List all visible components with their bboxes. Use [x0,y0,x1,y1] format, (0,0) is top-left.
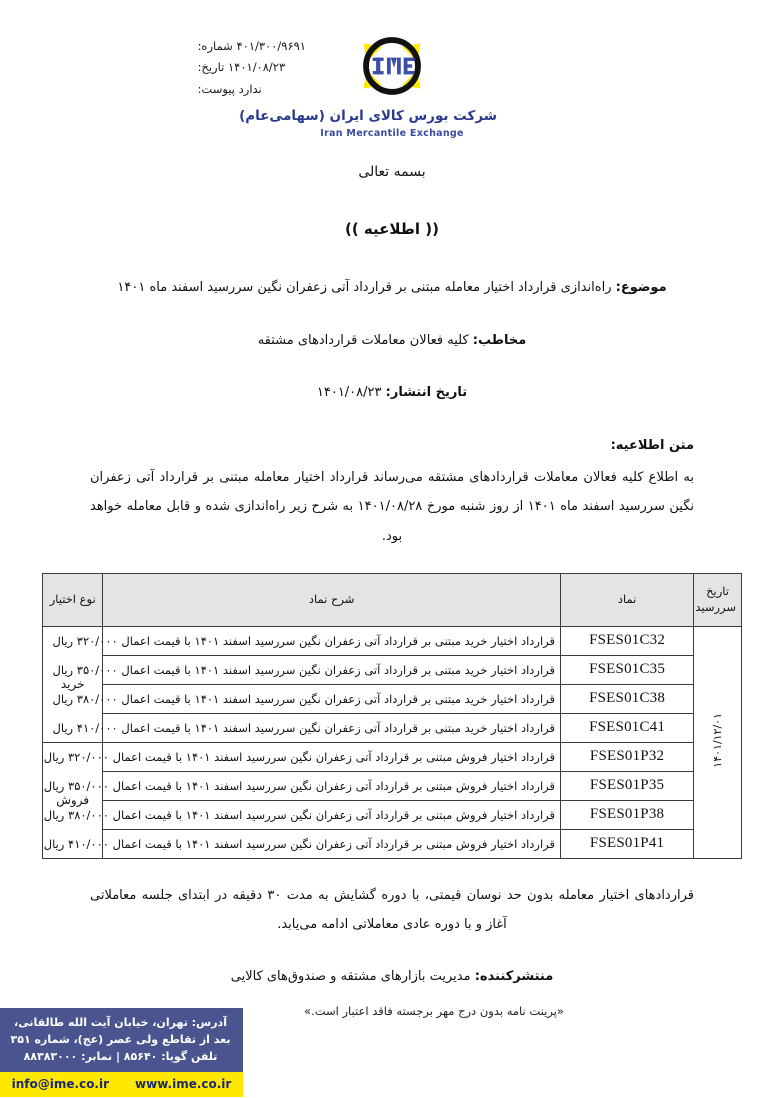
ime-logo-icon [349,30,435,102]
cell-description: قرارداد اختیار فروش مبتنی بر قرارداد آتی زعفران نگین سررسید اسفند ۱۴۰۱ با قیمت اعمال ۳۸۰/۰۰۰ ریال [103,800,561,829]
symbols-table-body [43,626,742,858]
cell-description: قرارداد اختیار خرید مبتنی بر قرارداد آتی زعفران نگین سررسید اسفند ۱۴۰۱ با قیمت اعمال ۳۸۰/۰۰۰ ریال [103,684,561,713]
closing-paragraph: قراردادهای اختیار معامله بدون حد نوسان قیمتی، با دوره گشایش به مدت ۳۰ دقیقه در ابتدای جلسه معاملاتی آغاز و با دوره عادی معاملاتی ادامه می‌یابد. [90,887,695,933]
symbols-table [42,573,742,859]
header-description: شرح نماد [103,573,561,626]
maturity-date-text: ۱۴۰۱/۱۲/۰۱ [711,713,725,769]
publication-date-value: ۱۴۰۱/۰۸/۲۳ [316,385,382,401]
cell-description: قرارداد اختیار فروش مبتنی بر قرارداد آتی زعفران نگین سررسید اسفند ۱۴۰۱ با قیمت اعمال ۳۵۰/۰۰۰ ریال [103,771,561,800]
meta-attachment-label: پیوست: [197,81,235,96]
cell-description: قرارداد اختیار خرید مبتنی بر قرارداد آتی زعفران نگین سررسید اسفند ۱۴۰۱ با قیمت اعمال ۴۱۰/۰۰۰ ریال [103,713,561,742]
cell-symbol: FSES01P35 [561,771,694,800]
table-row [43,800,742,829]
header-maturity-date: تاریخ سررسید [694,573,742,626]
subject-value: راه‌اندازی قرارداد اختیار معامله مبتنی بر قرارداد آتی زعفران نگین سررسید اسفند ماه ۱۴۰۱ [117,280,612,295]
brand-name-en: Iran Mercantile Exchange [320,127,464,139]
notice-body-text: به اطلاع کلیه فعالان معاملات قراردادهای مشتقه می‌رساند قرارداد اختیار معامله مبتنی بر قرارداد آتی زعفران نگین سررسید اسفند ماه ۱۴۰۱ از روز شنبه مورخ ۱۴۰۱/۰۸/۲۸ به شرح زیر راه‌اندازی شده و قابل معامله خواهد بود. [90,470,694,544]
meta-date-value: ۱۴۰۱/۰۸/۲۳ [227,60,286,75]
table-row [43,742,742,771]
table-row [43,771,742,800]
table-row [43,713,742,742]
meta-number-label: شماره: [197,39,233,53]
footer-address-line-1: آدرس: تهران، خیابان آیت الله طالقانی، [14,1016,227,1029]
publisher-value: مدیریت بازارهای مشتقه و صندوق‌های کالایی [230,969,471,985]
cell-symbol: FSES01P38 [561,800,694,829]
publication-date-line [52,381,732,406]
footer-web-block [0,1072,243,1097]
cell-symbol: FSES01C32 [561,626,694,655]
page-title: (( اطلاعیه )) [345,220,439,238]
cell-option-type: خرید [43,626,103,742]
brand-name-fa: شرکت بورس کالای ایران (سهامی‌عام) [239,108,497,124]
audience-line [52,329,732,354]
footer-validity-note: «پرینت نامه بدون درج مهر برجسته فاقد اعتبار است.» [304,1004,564,1018]
footer-address-line-2: بعد از تقاطع ولی عصر (عج)، شماره ۳۵۱ [10,1033,231,1047]
besmeh-line: بسمه تعالی [358,164,426,180]
header-option-type: نوع اختیار [43,573,103,626]
meta-attachment-value: ندارد [238,81,262,96]
table-header-row [43,573,742,626]
table-row [43,655,742,684]
cell-symbol: FSES01P32 [561,742,694,771]
cell-maturity-date [694,626,742,858]
publisher-line [52,965,732,990]
cell-option-type: فروش [43,742,103,858]
cell-description: قرارداد اختیار فروش مبتنی بر قرارداد آتی زعفران نگین سررسید اسفند ۱۴۰۱ با قیمت اعمال ۴۱۰/۰۰۰ ریال [103,829,561,858]
cell-symbol: FSES01P41 [561,829,694,858]
table-row [43,684,742,713]
table-row [43,626,742,655]
meta-date-label: تاریخ: [197,60,225,75]
cell-symbol: FSES01C35 [561,655,694,684]
cell-symbol: FSES01C41 [561,713,694,742]
publisher-label: منتشرکننده: [474,969,554,985]
footer-contact-band [0,1008,243,1097]
audience-value: کلیه فعالان معاملات قراردادهای مشتقه [257,332,469,348]
table-row [43,829,742,858]
cell-description: قرارداد اختیار فروش مبتنی بر قرارداد آتی زعفران نگین سررسید اسفند ۱۴۰۱ با قیمت اعمال ۳۲۰/۰۰۰ ریال [103,742,561,771]
subject-line [52,276,732,301]
cell-symbol: FSES01C38 [561,684,694,713]
subject-label: موضوع: [615,280,667,295]
footer-website[interactable]: www.ime.co.ir [135,1077,232,1092]
footer-phone-line: تلفن گویا: ۸۵۶۴۰ | نمابر: ۸۸۳۸۳۰۰۰ [23,1050,218,1064]
audience-label: مخاطب: [472,332,527,348]
cell-description: قرارداد اختیار خرید مبتنی بر قرارداد آتی زعفران نگین سررسید اسفند ۱۴۰۱ با قیمت اعمال ۳۵۰/۰۰۰ ریال [103,655,561,684]
document-header [0,0,784,150]
cell-description: قرارداد اختیار خرید مبتنی بر قرارداد آتی زعفران نگین سررسید اسفند ۱۴۰۱ با قیمت اعمال ۳۲۰/۰۰۰ ریال [103,626,561,655]
footer-email[interactable]: info@ime.co.ir [11,1077,110,1092]
meta-number-value: ۴۰۱/۳۰۰/۹۶۹۱ [236,39,306,53]
notice-body-label: متن اطلاعیه: [610,438,694,454]
publication-date-label: تاریخ انتشار: [385,385,468,401]
header-symbol: نماد [561,573,694,626]
footer-address-block [0,1008,243,1072]
